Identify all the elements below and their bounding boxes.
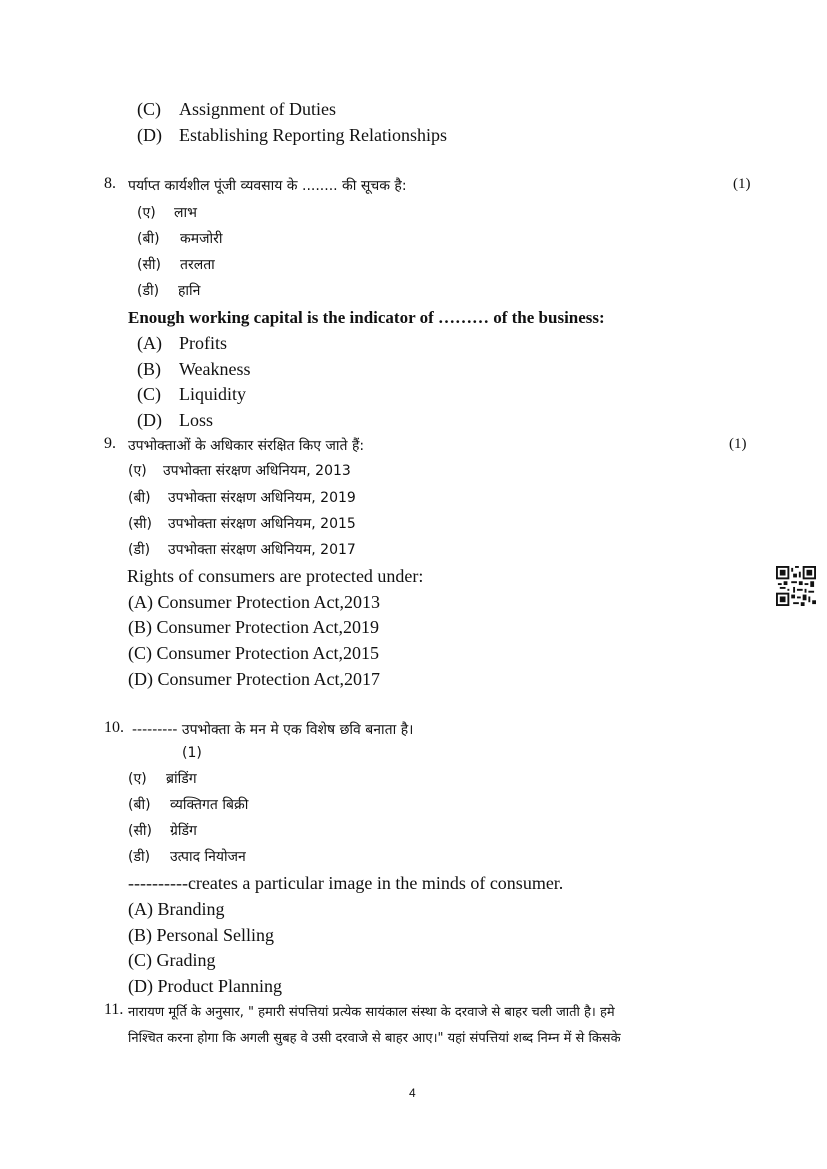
option-text: Assignment of Duties xyxy=(179,99,336,119)
option-text: उपभोक्ता संरक्षण अधिनियम, 2017 xyxy=(168,542,356,558)
option-text: Loss xyxy=(179,410,214,430)
option-text: Profits xyxy=(179,333,228,353)
option-text: Establishing Reporting Relationships xyxy=(179,125,447,145)
option-text: लाभ xyxy=(174,205,197,221)
option-text: (D) Consumer Protection Act,2017 xyxy=(128,669,380,689)
option-label: (बी) xyxy=(137,231,160,247)
question-text-english: ----------creates a particular image in the minds of consumer. xyxy=(128,873,564,893)
option-label: (ए) xyxy=(128,771,147,787)
option-label: (सी) xyxy=(128,516,153,532)
question-text-hindi-line1: नारायण मूर्ति के अनुसार, " हमारी संपत्तियां प्रत्येक सायंकाल संस्था के दरवाजे से बाहर चली जाती है। हमे xyxy=(128,1005,615,1020)
question-marks: (1) xyxy=(729,436,747,452)
option-text: ब्रांडिंग xyxy=(166,771,197,787)
qr-code-icon xyxy=(776,566,816,606)
question-text-hindi: --------- उपभोक्ता के मन मे एक विशेष छवि बनाता है। xyxy=(132,722,414,738)
question-marks: (1) xyxy=(182,745,202,761)
option-text: (B) Personal Selling xyxy=(128,925,274,945)
option-text: उपभोक्ता संरक्षण अधिनियम, 2019 xyxy=(168,490,356,506)
question-number: 10. xyxy=(104,719,124,736)
option-text: तरलता xyxy=(180,257,215,273)
option-label: (ए) xyxy=(137,205,156,221)
option-label: (D) xyxy=(137,125,162,145)
option-text: उपभोक्ता संरक्षण अधिनियम, 2015 xyxy=(168,516,356,532)
question-text-english: Enough working capital is the indicator of ……… of the business: xyxy=(128,308,605,327)
option-label: (सी) xyxy=(128,823,153,839)
option-text: हानि xyxy=(178,283,201,299)
option-label: (A) xyxy=(137,333,162,353)
option-label: (C) xyxy=(137,384,161,404)
option-text: Weakness xyxy=(179,359,251,379)
option-text: व्यक्तिगत बिक्री xyxy=(170,797,249,813)
option-label: (C) xyxy=(137,99,161,119)
option-label: (बी) xyxy=(128,490,151,506)
question-number: 9. xyxy=(104,435,116,452)
option-text: कमजोरी xyxy=(180,231,223,247)
option-label: (डी) xyxy=(128,542,151,558)
option-text: (C) Grading xyxy=(128,950,216,970)
option-text: उपभोक्ता संरक्षण अधिनियम, 2013 xyxy=(163,463,351,479)
option-label: (सी) xyxy=(137,257,162,273)
option-text: (C) Consumer Protection Act,2015 xyxy=(128,643,379,663)
option-label: (D) xyxy=(137,410,162,430)
option-text: (B) Consumer Protection Act,2019 xyxy=(128,617,379,637)
option-text: (D) Product Planning xyxy=(128,976,282,996)
option-text: (A) Consumer Protection Act,2013 xyxy=(128,592,380,612)
question-number: 8. xyxy=(104,175,116,192)
question-marks: (1) xyxy=(733,176,751,192)
question-text-hindi-line2: निश्चित करना होगा कि अगली सुबह वे उसी दरवाजे से बाहर आए।" यहां संपत्तियां शब्द निम्न में से किसके xyxy=(128,1031,621,1046)
option-label: (डी) xyxy=(128,849,151,865)
option-text: Liquidity xyxy=(179,384,246,404)
question-number: 11. xyxy=(104,1001,124,1018)
option-text: उत्पाद नियोजन xyxy=(170,849,246,865)
option-label: (बी) xyxy=(128,797,151,813)
option-text: ग्रेडिंग xyxy=(170,823,197,839)
option-label: (B) xyxy=(137,359,161,379)
question-text-hindi: उपभोक्ताओं के अधिकार संरक्षित किए जाते हैं: xyxy=(128,438,365,454)
page-number: 4 xyxy=(409,1086,416,1100)
question-text-english: Rights of consumers are protected under: xyxy=(127,566,424,586)
question-text-hindi: पर्याप्त कार्यशील पूंजी व्यवसाय के ........ की सूचक है: xyxy=(128,178,407,194)
option-label: (ए) xyxy=(128,463,147,479)
option-text: (A) Branding xyxy=(128,899,225,919)
option-label: (डी) xyxy=(137,283,160,299)
